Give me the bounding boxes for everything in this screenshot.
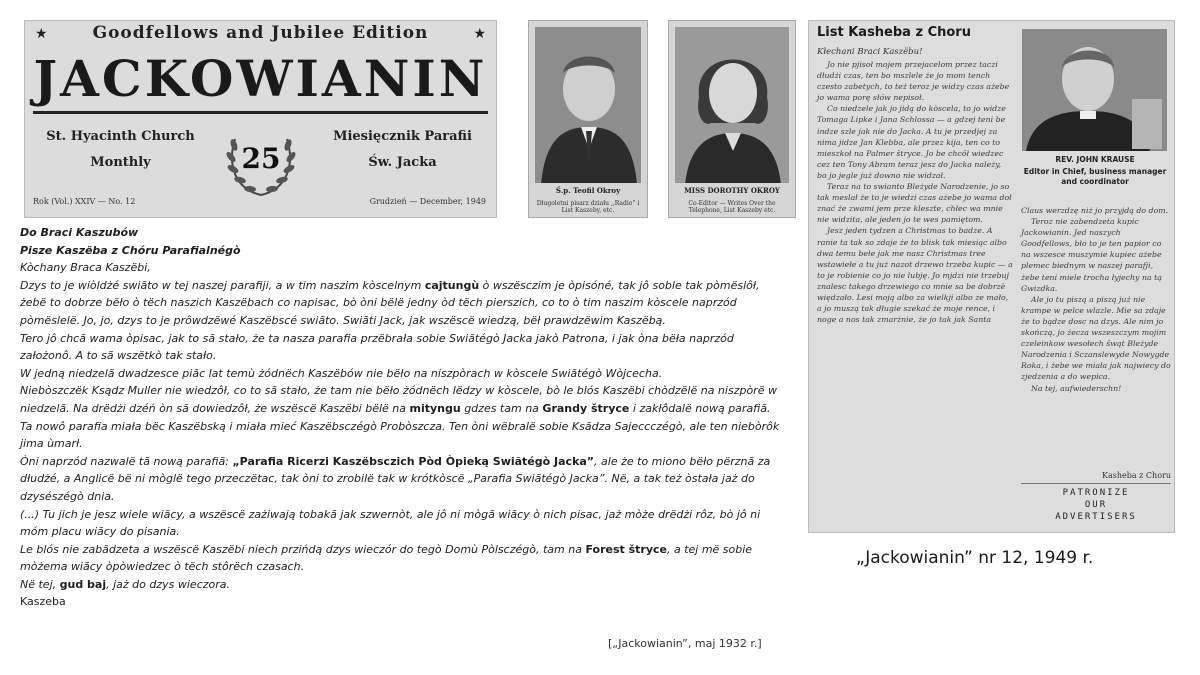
clipping-ads: PATRONIZE OUR ADVERTISERS — [1055, 488, 1137, 522]
masthead-rule — [33, 111, 488, 114]
letter-source: [„Jackowianin”, maj 1932 r.] — [608, 637, 762, 650]
clipping-right-column — [1021, 205, 1171, 394]
masthead-volume: Rok (Vol.) XXIV — No. 12 — [33, 197, 136, 206]
photo-caption-name: MISS DOROTHY OKROY — [684, 186, 780, 195]
masthead-number: 25 — [241, 142, 281, 175]
letter-greeting: Kòchany Braca Kaszëbi, — [20, 261, 151, 275]
letter-heading2: Pisze Kaszëba z Chóru Parafialnégò — [20, 243, 241, 257]
star-icon: ★ — [35, 25, 48, 41]
masthead-left-line2: Monthly — [90, 155, 151, 170]
divider — [1021, 483, 1171, 484]
masthead-right-line1: Miesięcznik Parafii — [333, 129, 472, 144]
letter-heading1: Do Braci Kaszubów — [20, 226, 139, 239]
photo-caption-desc: Co-Editor — Writes Over the Telephone, List Kaszeby etc. — [688, 200, 776, 214]
letter-paragraph: Niebòszczëk Ksądz Muller nie wiedzôł, co to sã stało, że tam nie bëło żódnëch lëdzy w kòscele, bò le blós Kaszëbi chòdzëlë na niszpòrë w niedzelã. Na drëdżi dzéń òn sã dowiedzôł, że wszëscë Kaszëbi bëlë na mityngu gdzes tam na Grandy štryce i zakłôdalë nową parafiã. Ta nowô parafia miała bëc Kaszëbską i miała mieć Kaszëbsczégò Probòszcza. Ten òni wëbralë sobie Ksãdza Sajeccczégò, ale ten niebòrôk jima ùmarł. — [20, 384, 780, 451]
clipping-paragraph: Na tej, aufwiederschn! — [1031, 383, 1122, 393]
photo-caption-name: Ś.p. Teofil Okroy — [555, 186, 621, 195]
portrait-image — [675, 27, 789, 183]
newspaper-clipping — [808, 20, 1175, 533]
clipping-caption: „Jackowianin” nr 12, 1949 r. — [856, 548, 1094, 568]
masthead-right-line2: Św. Jacka — [368, 155, 437, 170]
letter-paragraph: Në tej, gud baj, jaż do dzys wieczora. — [20, 577, 231, 591]
clipping-signature: Kasheba z Choru — [1102, 471, 1171, 480]
letter-paragraph: Dzys to je wiòldżé swiãto w tej naszej parafiji, a w tim naszim kòscelnym cajtungù ò wszësczim je òpisóné, tak jô soble tak pòmëslôł, żebë to dobrze bëło ò tëch naszich Kaszëbach co napisac, bò òni bëlë jedny òd tëch pierszich, co to ò tim naszim kòscele naprzód pòmëslelë. Jo, jo, dzys to je prôwdzëwé Kaszëbscé swiãto. Swiãti Jack, jak wszëscë wiedzą, bëł prawdzëwim Kaszëbą. — [20, 278, 760, 327]
letter-signature: Kaszeba — [20, 595, 66, 609]
masthead — [24, 20, 497, 218]
clipping-paragraph: Claus werzdzę niż jo przyjdą do dom. — [1021, 206, 1169, 215]
clipping-left-column — [817, 59, 1013, 325]
clipping-photo-name: REV. JOHN KRAUSE — [1055, 155, 1135, 164]
photo-teofil-okroy — [528, 20, 648, 218]
clipping-paragraph: Ale jo tu piszą a piszą już nie krampe w pelce wlazle. Mie sa zdaje że to bądze dosc na dzys. Ale nim jo skończą, jo żecza wszeszczym mojim czeleinkow wesołech šwąt Bleżyde Narodzenia i Sczanslewyde Nowygde Roka, i żebe we miała jak najwiecy do zjedzenia a do wepica. — [1021, 294, 1171, 382]
photo-dorothy-okroy — [668, 20, 796, 218]
masthead-date: Grudzień — December, 1949 — [369, 197, 486, 206]
masthead-left-line1: St. Hyacinth Church — [46, 129, 195, 144]
masthead-title: JACKOWIANIN — [33, 49, 488, 108]
letter-paragraph: Tero jô chcã wama òpisac, jak to sã stało, że ta nasza parafia przëbrała sobie Swiãtégò Jacka jakò Patrona, i jak òna bëła naprzód założonô. A to sã wszëtkò tak stało. — [20, 331, 734, 363]
letter-paragraph: Le blós nie zabãdzeta a wszëscë Kaszëbi niech przińdą dzys wieczór do tegò Domù Pòlsczégò, tam na Forest štryce, a tej më sobie mòżema wiãcy òpòwiedzec ò tëch stôrëch czasach. — [20, 542, 753, 574]
clipping-portrait-image — [1022, 29, 1167, 151]
star-icon: ★ — [473, 25, 486, 41]
masthead-edition: Goodfellows and Jubilee Edition — [92, 23, 429, 43]
letter-paragraph: (...) Tu jich je jesz wiele wiãcy, a wszëscë zażiwają tobakã jak szwernòt, ale jô ni mògã wiãcy ò nich pisac, jaż mòże drëdżi rôz, bò jô ni móm placu wiãcy do pisania. — [20, 507, 761, 539]
letter-paragraph: W jedną niedzelã dwadzesce piãc lat temù żódnëch Kaszëbów nie bëło na niszpòrach w kòscele Swiãtégò Wòjcecha. — [20, 366, 663, 380]
photo-caption-desc: Długoletni pisarz działu ,,Radio” i List Kaszeby, etc. — [536, 200, 640, 214]
clipping-paragraph: Co niedzele jak jo jidą do kòscela, to jo widze Tomaga Lipke i Jana Schlossa — a gdzej teni be indze szle jak nie do Jacka. A tu je przedjej za nima jidze Jan Klebba, ale przez kija, ten co to mieszkoł na Palmer štryce. Jo be chcôł wiedzec cez ten Tony Abram teraz jesz do Jacka należy, bo jo jegle już downo nie widzał. — [817, 104, 1006, 180]
clipping-greeting: Kłechani Braci Kaszëbu! — [817, 47, 923, 57]
clipping-title: List Kasheba z Choru — [817, 25, 971, 40]
letter-paragraph: Òni naprzód nazwalë tã nową parafiã: „Parafia Ricerzi Kaszëbsczich Pòd Òpieką Swiãtégò Jacka”, ale że to miono bëło përznã za dłudżé, a Anglicë bë ni mòglë tego przeczëtac, tak òni to zrobilë tak w krótkòscë „Parafia Swiãtégò Jacka”. Në, a tak też òstała jaż do dzysészégò dnia. — [20, 454, 771, 503]
clipping-photo-role: Editor in Chief, business manager and coordinator — [1023, 167, 1167, 186]
clipping-paragraph: Jo nie pjisoł mojem przejacelom przez taczi dłudżi czas, ten bo mszlele że jo mom tench czesto zabetych, to też teroz je widzy czas ażebe jo wama porę słów nepisoł. — [817, 60, 1010, 103]
letter-text — [20, 224, 785, 611]
clipping-paragraph: Teraz na to swianto Bleżyde Narodzenie, jo so tak meslał że to je wiedzi czas ażebe jo wama doł znać że zwami jem prze kleszte, chłec wa mnie nie widzita, ale jeden jo te wes pamiętom. — [817, 182, 1012, 225]
clipping-paragraph: Teroz nie zabendzeta kupic Jackowianin. Jed naszych Goodfellows, bło to je ten papior co na wszesce muszymie kupiec ażebe plemec biednym w naszej parafji, żebe teni miele trocha łyjechy na tą Gwizdka. — [1021, 217, 1162, 293]
clipping-paragraph: Jesz jeden tydzen a Christmas to badze. A ranie ta tak so zdaje że to blisk tak miesiąc albo dwa temu bełe jak me nasz Christmas tree wstawiełe a tu już nazot drzewo trzeba kupic — a to je robienie co jo nie lubję. Jo mjdzi nie trzebuj znalesc takego drzewiego co mnie sa be dobrzè więdzało. Lesi moją albo za wielkji albo ze mało, a jo muszą tak długie szekać że moje rence, i noge a nos tak zmarżnie, że jo tak jak Santa — [817, 226, 1013, 325]
portrait-image — [535, 27, 641, 183]
